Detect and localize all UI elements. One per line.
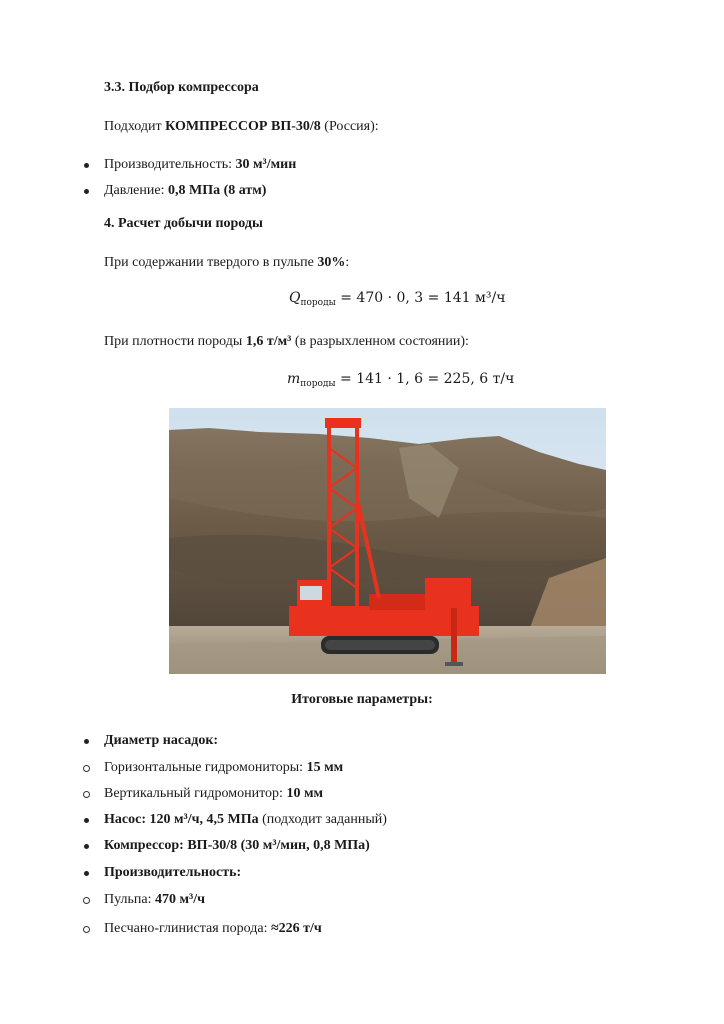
bullet-dot [84,189,89,194]
solids-suffix: : [345,255,350,270]
item-label: Горизонтальные гидромониторы: [104,760,307,775]
item-label: Пульпа: [104,892,155,907]
bullet-dot [84,871,89,876]
density-suffix: (в разрыхленном состоянии): [291,334,469,349]
item-value: ≈226 т/ч [270,921,322,936]
formula-rhs: = 470 · 0, 3 = 141 м³/ч [335,290,506,306]
compressor-label: Компрессор: [104,838,188,853]
summary-compressor [104,837,370,855]
formula-symbol: m [287,371,301,387]
formula-subscript: породы [300,379,336,389]
productivity-item-rock [104,920,322,938]
bullet-circle [83,765,90,772]
formula-rock-mass [287,370,514,393]
pump-value: Насос: 120 м³/ч, 4,5 МПа [104,812,259,827]
drilling-rig-illustration [169,408,606,674]
density-text [104,333,469,351]
compressor-intro-prefix: Подходит [104,119,166,134]
item-value: 470 м³/ч [154,892,205,907]
item-label: Производительность: [104,157,236,172]
section-title-compressor: 3.3. Подбор компрессора [104,80,259,95]
summary-pump [104,811,387,829]
item-value: 15 мм [306,760,344,775]
bullet-circle [83,791,90,798]
summary-productivity-label: Производительность: [104,865,242,880]
item-label: Давление: [104,183,168,198]
bullet-circle [83,926,90,933]
solids-value: 30% [317,255,346,270]
formula-subscript: породы [300,298,336,308]
formula-rock-volume [289,289,506,312]
compressor-value: ВП-30/8 (30 м³/мин, 0,8 МПа) [187,838,370,853]
bullet-circle [83,897,90,904]
summary-nozzle-label: Диаметр насадок: [104,733,219,748]
section-title-mining: 4. Расчет добычи породы [104,216,263,231]
compressor-model: КОМПРЕССОР ВП-30/8 [165,119,321,134]
item-label: Песчано-глинистая порода: [104,921,271,936]
item-value: 10 мм [286,786,324,801]
solids-text [104,254,349,272]
pump-suffix: (подходит заданный) [258,812,387,827]
compressor-item-pressure [104,182,266,200]
productivity-item-pulp [104,891,205,909]
item-value: 0,8 МПа (8 атм) [167,183,267,198]
nozzle-item-vertical [104,785,323,803]
drilling-rig-photo [169,408,606,674]
nozzle-item-horizontal [104,759,343,777]
bullet-dot [84,163,89,168]
item-value: 30 м³/мин [235,157,297,172]
density-value: 1,6 т/м³ [245,334,292,349]
compressor-intro [104,118,379,136]
item-label: Вертикальный гидромонитор: [104,786,287,801]
bullet-dot [84,818,89,823]
bullet-dot [84,844,89,849]
bullet-dot [84,739,89,744]
solids-prefix: При содержании твердого в пульпе [104,255,318,270]
density-prefix: При плотности породы [104,334,246,349]
compressor-intro-suffix: (Россия): [320,119,379,134]
compressor-item-capacity [104,156,296,174]
formula-symbol: Q [289,290,301,306]
formula-rhs: = 141 · 1, 6 = 225, 6 т/ч [335,371,515,387]
summary-title: Итоговые параметры: [291,692,433,707]
